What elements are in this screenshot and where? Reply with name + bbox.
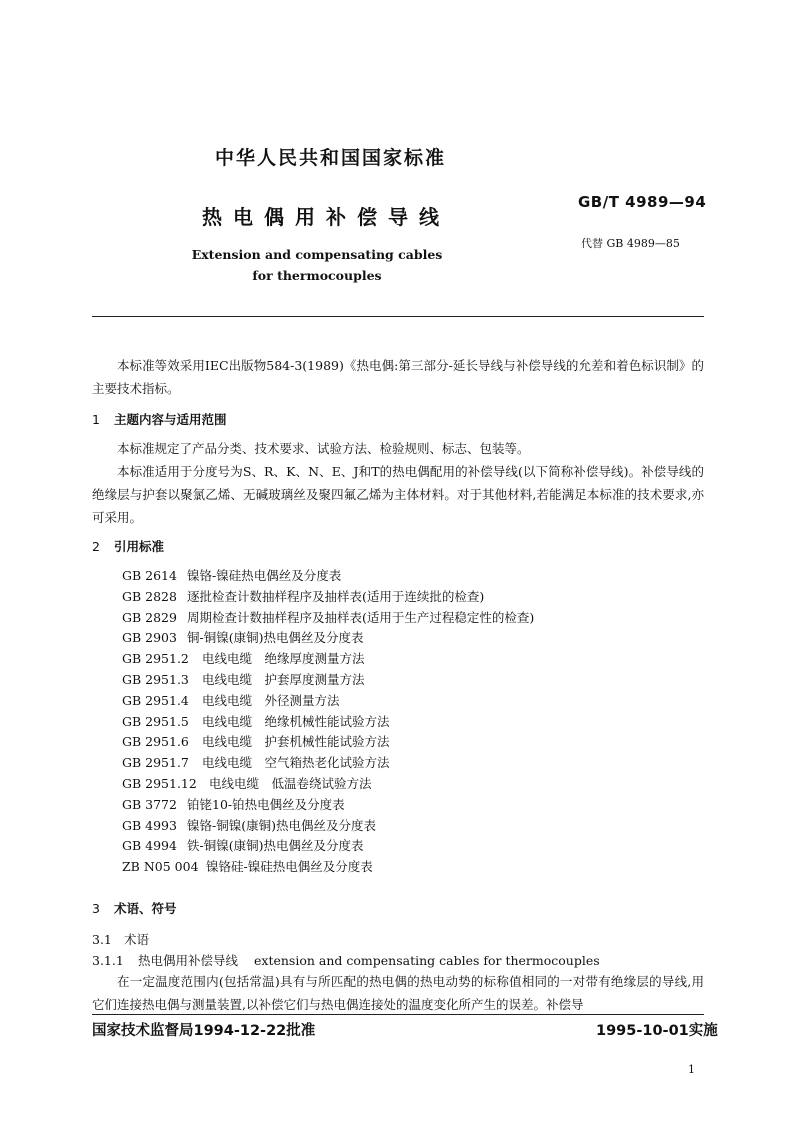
reference-title: 电线电缆 绝缘厚度测量方法 (202, 651, 365, 667)
reference-item (122, 857, 534, 878)
english-title (0, 244, 794, 286)
standard-number: GB/T 4989—94 (578, 193, 707, 211)
reference-title: 电线电缆 外径测量方法 (202, 692, 340, 708)
replaces-note: 代替 GB 4989—85 (581, 237, 680, 250)
national-standard-heading: 中华人民共和国国家标准 (215, 147, 447, 169)
english-title-line1: Extension and compensating cables (191, 247, 443, 262)
reference-title: 铂铑10-铂热电偶丝及分度表 (187, 796, 345, 812)
reference-item (122, 712, 534, 733)
reference-title: 电线电缆 空气箱热老化试验方法 (202, 755, 390, 771)
reference-item (122, 774, 534, 795)
subsection-3-1 (92, 930, 149, 948)
section-1-para-2: 本标准适用于分度号为S、R、K、N、E、J和T的热电偶配用的补偿导线(以下简称补偿导线)。补偿导线的绝缘层与护套以聚氯乙烯、无碱玻璃丝及聚四氟乙烯为主体材料。对于其他材料,若能满足本标准的技术要求,亦可采用。 (92, 464, 704, 525)
reference-code: GB 2951.4 (122, 692, 189, 708)
reference-code: GB 2828 (122, 588, 177, 604)
subsection-3-1-title: 术语 (124, 932, 150, 947)
subsection-3-1-1-title: 热电偶用补偿导线 (138, 953, 239, 968)
section-2-title: 引用标准 (114, 539, 165, 554)
reference-title: 镍铬-铜镍(康铜)热电偶丝及分度表 (187, 817, 376, 833)
section-3-title: 术语、符号 (114, 901, 177, 916)
reference-item (122, 587, 534, 608)
section-1-number: 1 (92, 412, 100, 427)
header-rule (92, 316, 704, 317)
section-1-body (92, 437, 704, 529)
reference-title: 电线电缆 低温卷绕试验方法 (209, 775, 372, 791)
reference-code: GB 2829 (122, 609, 177, 625)
subsection-3-1-1-number: 3.1.1 (92, 953, 124, 968)
intro-paragraph (92, 354, 704, 400)
subsection-3-1-number: 3.1 (92, 932, 112, 947)
reference-code: GB 2951.7 (122, 755, 189, 771)
reference-item (122, 816, 534, 837)
section-2-number: 2 (92, 539, 100, 554)
reference-title: 周期检查计数抽样程序及抽样表(适用于生产过程稳定性的检查) (187, 609, 535, 625)
reference-item (122, 691, 534, 712)
reference-title: 铜-铜镍(康铜)热电偶丝及分度表 (187, 630, 364, 646)
standard-title: 热电偶用补偿导线 (202, 205, 450, 229)
subsection-3-1-1 (92, 951, 600, 969)
reference-title: 电线电缆 绝缘机械性能试验方法 (202, 713, 390, 729)
reference-code: GB 2614 (122, 568, 177, 583)
english-title-line2: for thermocouples (252, 268, 382, 283)
reference-code: GB 2951.2 (122, 651, 189, 667)
reference-code: GB 3772 (122, 796, 177, 812)
page-number: 1 (688, 1063, 695, 1076)
section-2-heading (92, 537, 164, 555)
reference-code: GB 4994 (122, 838, 177, 854)
reference-item (122, 753, 534, 774)
reference-list (122, 566, 534, 878)
reference-title: 镍铬-镍硅热电偶丝及分度表 (187, 568, 342, 583)
intro-text: 本标准等效采用IEC出版物584-3(1989)《热电偶:第三部分-延长导线与补偿导线的允差和着色标识制》的主要技术指标。 (92, 358, 704, 396)
reference-code: GB 2951.12 (122, 775, 197, 791)
reference-code: GB 4993 (122, 817, 177, 833)
reference-code: GB 2951.5 (122, 713, 189, 729)
reference-code: GB 2903 (122, 630, 177, 646)
section-3-number: 3 (92, 901, 100, 916)
reference-item (122, 628, 534, 649)
subsection-3-1-1-english: extension and compensating cables for thermocouples (254, 953, 600, 968)
reference-item (122, 836, 534, 857)
reference-title: 电线电缆 护套厚度测量方法 (202, 671, 365, 687)
subsection-3-1-1-body (92, 970, 704, 1016)
reference-item (122, 795, 534, 816)
approval-info: 国家技术监督局1994-12-22批准 (92, 1023, 316, 1039)
reference-item (122, 608, 534, 629)
reference-title: 电线电缆 护套机械性能试验方法 (202, 734, 390, 750)
reference-item (122, 732, 534, 753)
section-1-heading (92, 410, 227, 428)
section-1-title: 主题内容与适用范围 (114, 412, 227, 427)
footer-rule (92, 1014, 704, 1015)
reference-code: ZB N05 004 (122, 859, 199, 875)
reference-item (122, 649, 534, 670)
reference-code: GB 2951.3 (122, 671, 189, 687)
subsection-3-1-1-text: 在一定温度范围内(包括常温)具有与所匹配的热电偶的热电动势的标称值相同的一对带有绝缘层的导线,用它们连接热电偶与测量装置,以补偿它们与热电偶连接处的温度变化所产生的误差。补偿导 (92, 974, 704, 1012)
reference-title: 铁-铜镍(康铜)热电偶丝及分度表 (187, 838, 364, 854)
section-1-para-1: 本标准规定了产品分类、技术要求、试验方法、检验规则、标志、包装等。 (117, 441, 530, 456)
reference-item (122, 566, 534, 587)
reference-title: 逐批检查计数抽样程序及抽样表(适用于连续批的检查) (187, 588, 485, 604)
reference-title: 镍铬硅-镍硅热电偶丝及分度表 (206, 859, 373, 875)
implementation-date: 1995-10-01实施 (596, 1023, 718, 1039)
section-3-heading (92, 899, 177, 917)
reference-item (122, 670, 534, 691)
reference-code: GB 2951.6 (122, 734, 189, 750)
